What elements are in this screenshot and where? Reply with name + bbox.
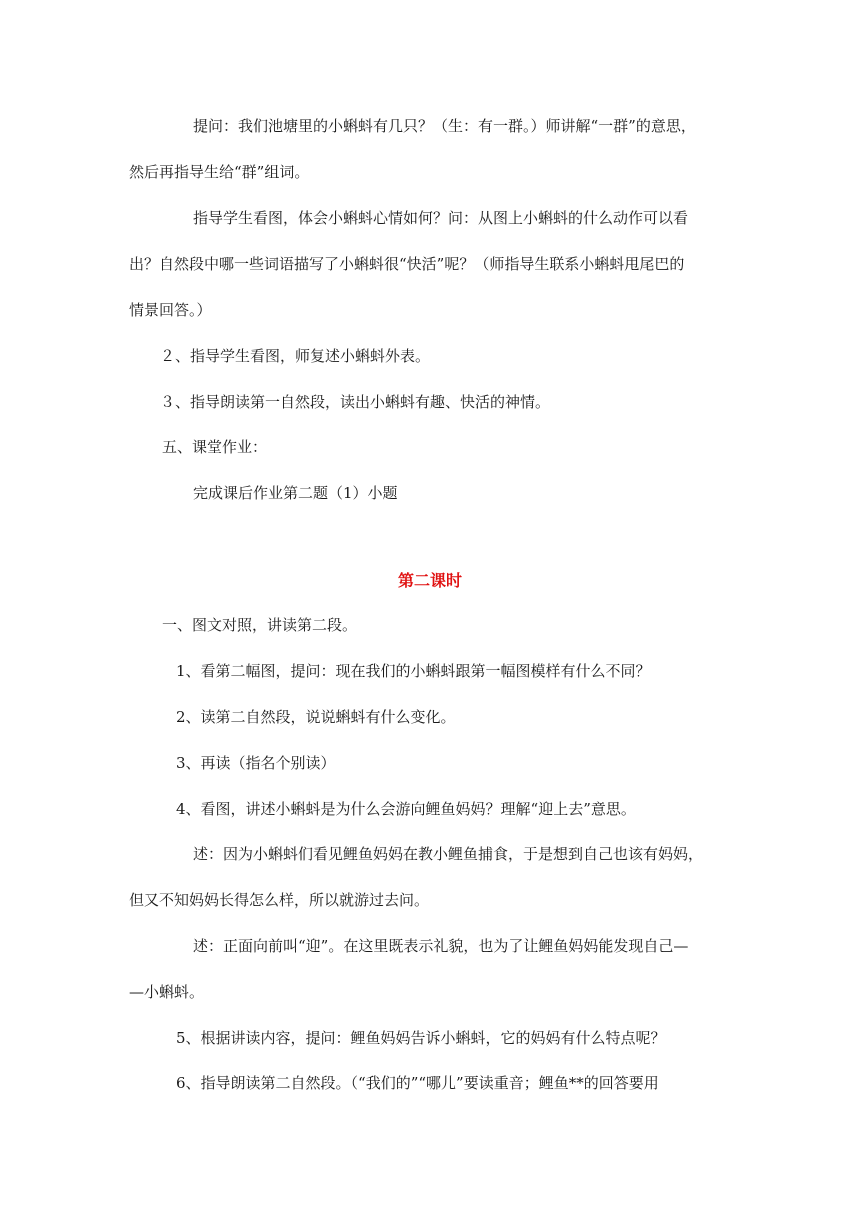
section-heading: 五、课堂作业： — [162, 438, 268, 456]
list-item: ３、指导朗读第一自然段，读出小蝌蚪有趣、快活的神情。 — [160, 393, 551, 411]
list-item: 6、指导朗读第二自然段。（“我们的”“哪儿”要读重音；鲤鱼**的回答要用 — [176, 1074, 659, 1092]
paragraph-line: 然后再指导生给“群”组词。 — [129, 163, 310, 181]
paragraph-line: —小蝌蚪。 — [129, 983, 205, 1001]
paragraph-line: 出？自然段中哪一些词语描写了小蝌蚪很“快活”呢？（师指导生联系小蝌蚪甩尾巴的 — [129, 255, 685, 273]
paragraph-line: 述：正面向前叫“迎”。在这里既表示礼貌，也为了让鲤鱼妈妈能发现自己— — [193, 937, 689, 955]
list-item: 2、读第二自然段，说说蝌蚪有什么变化。 — [176, 708, 456, 726]
paragraph-line: 述：因为小蝌蚪们看见鲤鱼妈妈在教小鲤鱼捕食，于是想到自己也该有妈妈， — [193, 845, 704, 863]
list-item: ２、指导学生看图，师复述小蝌蚪外表。 — [160, 347, 431, 365]
paragraph-line: 完成课后作业第二题（1）小题 — [193, 484, 398, 502]
section-heading: 一、图文对照，讲读第二段。 — [162, 616, 358, 634]
list-item: 5、根据讲读内容，提问：鲤鱼妈妈告诉小蝌蚪，它的妈妈有什么特点呢？ — [176, 1029, 666, 1047]
list-item: 4、看图，讲述小蝌蚪是为什么会游向鲤鱼妈妈？理解“迎上去”意思。 — [176, 800, 636, 818]
lesson-title: 第二课时 — [398, 571, 463, 590]
list-item: 3、再读（指名个别读） — [176, 754, 336, 772]
paragraph-line: 但又不知妈妈长得怎么样，所以就游过去问。 — [129, 891, 430, 909]
paragraph-line: 指导学生看图，体会小蝌蚪心情如何？问：从图上小蝌蚪的什么动作可以看 — [193, 209, 689, 227]
paragraph-line: 情景回答。） — [129, 301, 212, 319]
paragraph-line: 提问：我们池塘里的小蝌蚪有几只？（生：有一群。）师讲解“一群”的意思， — [193, 117, 696, 135]
list-item: 1、看第二幅图，提问：现在我们的小蝌蚪跟第一幅图模样有什么不同？ — [176, 662, 651, 680]
